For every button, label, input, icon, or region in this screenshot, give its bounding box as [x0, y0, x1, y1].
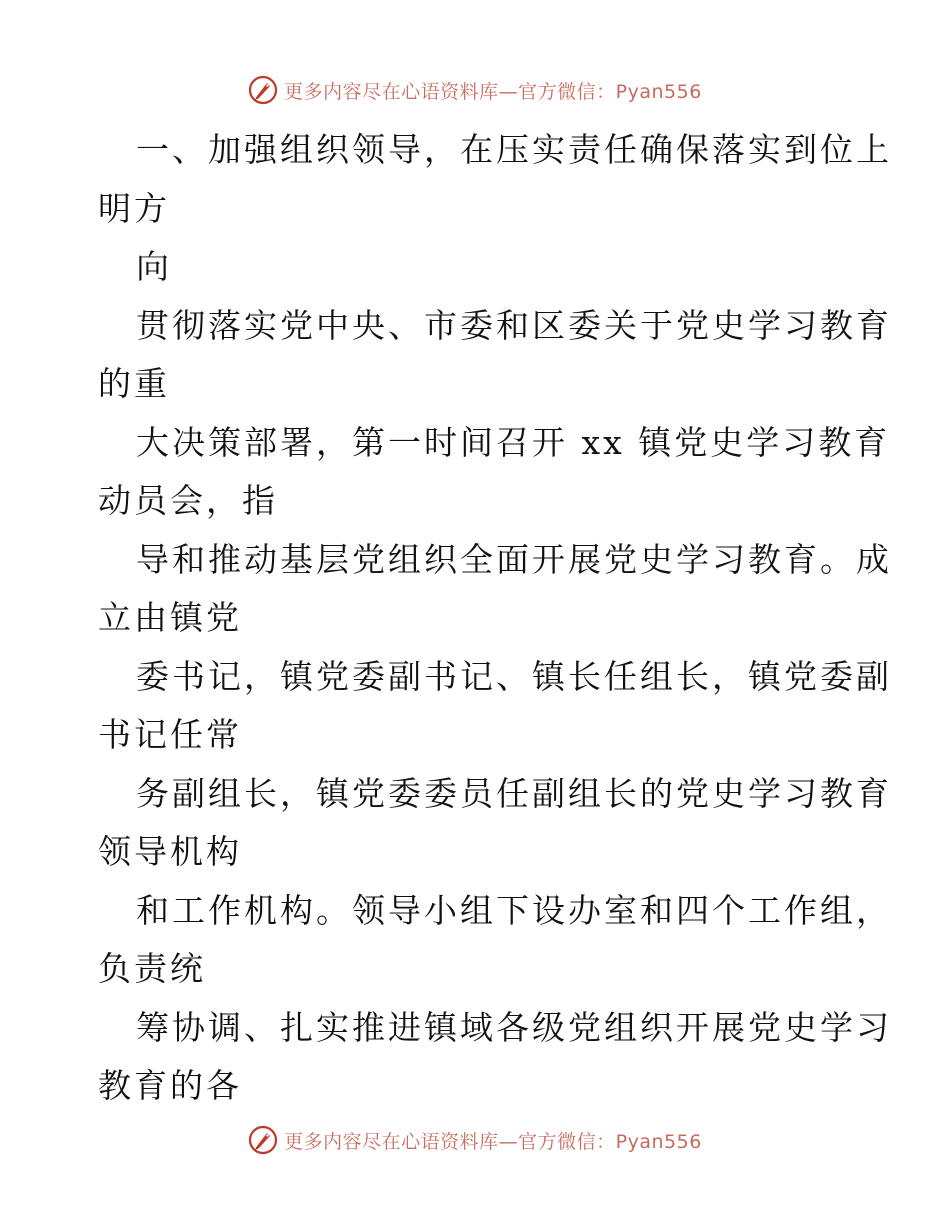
text-line: 领导机构 — [98, 832, 242, 871]
text-line: 导和推动基层党组织全面开展党史学习教育。成 — [136, 539, 892, 579]
header-banner-text: 更多内容尽在心语资料库—官方微信：Pyan556 — [284, 80, 702, 103]
text-line: 明方 — [98, 188, 170, 228]
text-line: 书记任常 — [98, 715, 242, 754]
text-line: 教育的各 — [98, 1066, 242, 1105]
text-line: 大决策部署，第一时间召开 xx 镇党史学习教育 — [136, 422, 891, 462]
text-line: 立由镇党 — [98, 598, 242, 637]
text-line: 务副组长，镇党委委员任副组长的党史学习教育 — [136, 773, 892, 813]
text-line: 和工作机构。领导小组下设办室和四个工作组， — [136, 890, 892, 930]
document-body — [98, 121, 892, 1116]
text-line: 动员会，指 — [98, 481, 278, 520]
text-line: 贯彻落实党中央、市委和区委关于党史学习教育 — [136, 305, 892, 345]
text-line: 委书记，镇党委副书记、镇长任组长，镇党委副 — [136, 656, 892, 696]
text-line: 一、加强组织领导，在压实责任确保落实到位上 — [136, 130, 892, 169]
footer-banner — [0, 1120, 950, 1160]
text-line: 的重 — [98, 364, 170, 403]
pen-nib-logo-icon — [248, 75, 278, 105]
text-line: 向 — [136, 247, 172, 286]
text-line: 负责统 — [98, 949, 206, 988]
text-line: 筹协调、扎实推进镇域各级党组织开展党史学习 — [136, 1007, 892, 1047]
header-banner — [0, 70, 950, 110]
pen-nib-logo-icon — [248, 1125, 278, 1155]
footer-banner-text: 更多内容尽在心语资料库—官方微信：Pyan556 — [284, 1130, 702, 1153]
